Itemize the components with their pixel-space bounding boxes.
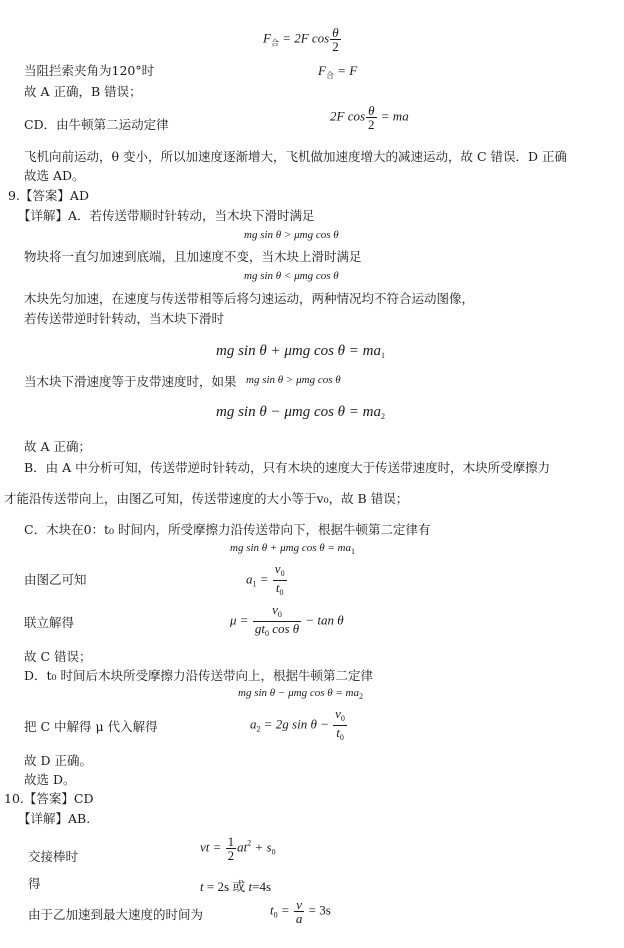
equation-time-solutions: t = 2s 或 t=4s: [200, 879, 272, 894]
equation-resultant-force: $F_合 = 2F$ cos $\frac{\theta}{2}$: [263, 25, 339, 54]
question-9-answer: 9.【答案】AD: [8, 188, 89, 203]
equation-down-slide-1: mg sin θ + μmg $\cos \theta = ma_1$: [216, 343, 386, 360]
equation-option-c: mg sin θ + μmg $\cos \theta = ma_1$: [230, 542, 356, 556]
text-line: 故选 D。: [24, 772, 76, 787]
text-line: 若传送带逆时针转动，当木块下滑时: [24, 311, 225, 326]
text-line: CD．由牛顿第二运动定律: [24, 117, 169, 132]
question-10-answer: 10.【答案】CD: [4, 791, 94, 806]
text-line: 联立解得: [24, 615, 75, 630]
text-line: 得: [28, 876, 41, 891]
text-line: 物块将一直匀加速到底端，且加速度不变，当木块上滑时满足: [24, 249, 362, 264]
equation-option-d: mg sin θ − μmg $\cos \theta = ma_2$: [238, 687, 364, 701]
text-line: 由图乙可知: [24, 572, 87, 587]
text-line: 交接棒时: [28, 849, 79, 864]
text-line: 飞机向前运动，θ 变小，所以加速度逐渐增大，飞机做加速度增大的减速运动，故 C 错误．D 正确: [24, 149, 568, 164]
equation-down-slide-2: mg sin θ − μmg $\cos \theta = ma_2$: [216, 404, 386, 421]
text-line: 【详解】AB.: [18, 811, 91, 826]
text-line: B．由 A 中分析可知，传送带逆时针转动，只有木块的速度大于传送带速度时，木块所受摩擦力: [24, 460, 551, 475]
text-line: 当阻拦索夹角为120°时: [24, 63, 155, 78]
text-line: 故 A 正确；: [24, 439, 91, 454]
text-line: D．t₀ 时间后木块所受摩擦力沿传送带向上，根据牛顿第二定律: [24, 668, 374, 683]
equation-t0: $t_0$ = $\frac{v}{a}$ = 3s: [270, 897, 331, 926]
equation-mu: μ = $\frac{v_0}{gt_0 \cos \theta}$ − tan θ: [230, 602, 344, 638]
text-line: C．木块在0：t₀ 时间内，所受摩擦力沿传送带向下，根据牛顿第二定律有: [24, 522, 431, 537]
equation-a2: $a_2 = 2g$ sin θ − $\frac{v_0}{t_0}$: [250, 706, 345, 742]
text-line: 【详解】A．若传送带顺时针转动，当木块下滑时满足: [18, 208, 315, 223]
text-line: 当木块下滑速度等于皮带速度时，如果: [24, 374, 237, 389]
equation-f-equals-f: $F_合 = F$: [318, 63, 358, 80]
text-line: 故 D 正确。: [24, 753, 92, 768]
equation-a1: $a_1$ = $\frac{v_0}{t_0}$: [246, 561, 285, 597]
text-line: 才能沿传送带向上，由图乙可知，传送带速度的大小等于v₀，故 B 错误；: [4, 491, 409, 506]
equation-newton-second-law: 2F cos $\frac{\theta}{2}$ = ma: [330, 103, 409, 132]
text-line: 故选 AD。: [24, 168, 85, 183]
equation-relay: vt = $\frac{1}{2}$ $at^2 + s_0$: [200, 834, 276, 863]
text-line: 故 C 错误；: [24, 649, 92, 664]
text-line: 把 C 中解得 μ 代入解得: [24, 719, 158, 734]
text-line: 由于乙加速到最大速度的时间为: [28, 907, 204, 922]
equation-condition-2: mg sin θ < μmg cos θ: [244, 270, 339, 282]
text-line: 故 A 正确，B 错误；: [24, 84, 142, 99]
equation-condition-1: mg sin θ > μmg cos θ: [244, 229, 339, 241]
equation-inline-condition: mg sin θ > μmg cos θ: [246, 374, 341, 386]
text-line: 木块先匀加速，在速度与传送带相等后将匀速运动，两种情况均不符合运动图像，: [24, 291, 475, 306]
